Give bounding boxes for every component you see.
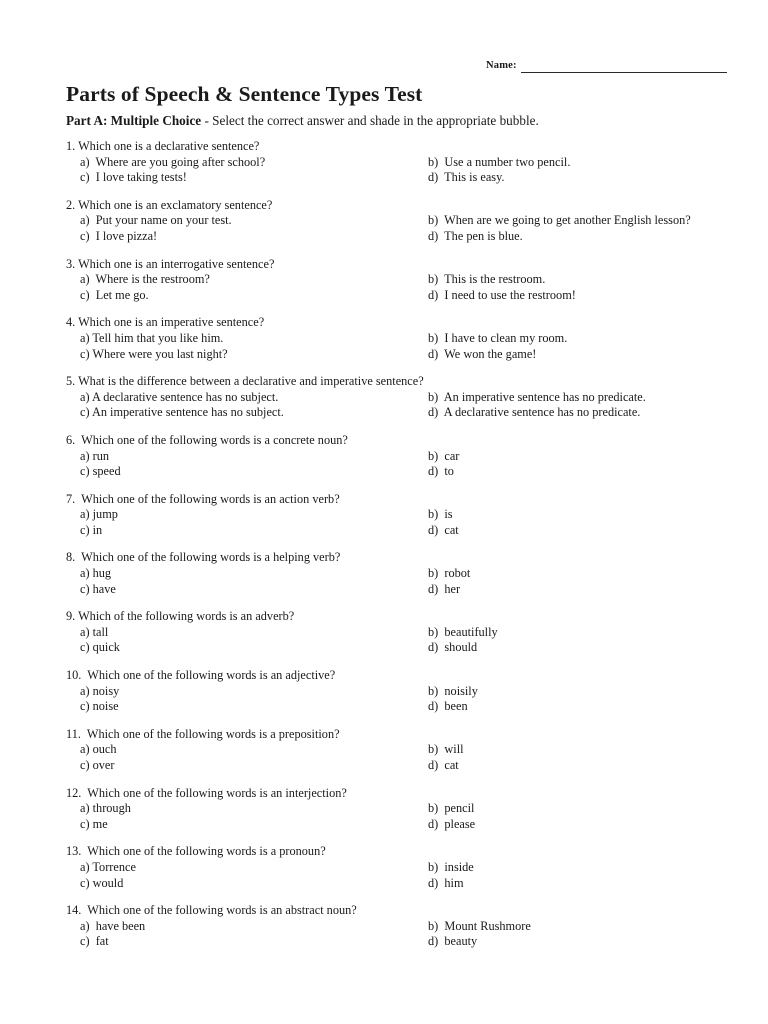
option-c[interactable]: c) I love taking tests! <box>80 170 187 185</box>
question-block <box>66 668 714 715</box>
option-row <box>66 464 714 480</box>
option-row <box>66 625 714 641</box>
question-block <box>66 903 714 950</box>
question-stem: 4. Which one is an imperative sentence? <box>66 315 265 330</box>
option-row <box>66 582 714 598</box>
option-d[interactable]: d) We won the game! <box>428 346 537 361</box>
option-row <box>66 155 714 171</box>
option-d[interactable]: d) been <box>428 699 468 714</box>
option-row <box>66 507 714 523</box>
option-c[interactable]: c) An imperative sentence has no subject. <box>80 405 284 420</box>
question-block <box>66 315 714 362</box>
option-c[interactable]: c) fat <box>80 934 109 949</box>
question-block <box>66 198 714 245</box>
option-a[interactable]: a) Tell him that you like him. <box>80 330 224 345</box>
option-a[interactable]: a) jump <box>80 507 118 522</box>
option-c[interactable]: c) Where were you last night? <box>80 346 228 361</box>
option-a[interactable]: a) have been <box>80 918 146 933</box>
question-stem: 11. Which one of the following words is a preposition? <box>66 726 340 741</box>
option-b[interactable]: b) I have to clean my room. <box>428 330 568 345</box>
option-d[interactable]: d) This is easy. <box>428 170 505 185</box>
part-a-instruction-text: - Select the correct answer and shade in the appropriate bubble. <box>201 113 539 128</box>
question-block <box>66 257 714 304</box>
option-a[interactable]: a) Where is the restroom? <box>80 272 210 287</box>
option-row <box>66 405 714 421</box>
question-stem: 3. Which one is an interrogative sentence? <box>66 256 275 271</box>
option-c[interactable]: c) me <box>80 816 108 831</box>
option-c[interactable]: c) over <box>80 758 115 772</box>
option-b[interactable]: b) Mount Rushmore <box>428 918 531 933</box>
question-block <box>66 786 714 833</box>
question-stem: 10. Which one of the following words is an adjective? <box>66 668 336 683</box>
option-row <box>66 684 714 700</box>
option-a[interactable]: a) run <box>80 448 110 463</box>
option-b[interactable]: b) robot <box>428 566 471 581</box>
option-a[interactable]: a) Where are you going after school? <box>80 154 266 169</box>
option-row <box>66 213 714 229</box>
option-b[interactable]: b) beautifully <box>428 624 498 639</box>
name-field-row <box>486 61 727 73</box>
question-stem: 5. What is the difference between a declarative and imperative sentence? <box>66 374 424 389</box>
name-label: Name: <box>486 60 517 71</box>
option-row <box>66 523 714 539</box>
option-row <box>66 566 714 582</box>
option-d[interactable]: d) to <box>428 464 454 479</box>
option-a[interactable]: a) Torrence <box>80 859 136 874</box>
option-b[interactable]: b) inside <box>428 859 474 874</box>
question-stem: 7. Which one of the following words is an action verb? <box>66 491 340 506</box>
option-d[interactable]: d) beauty <box>428 934 478 949</box>
page-title: Parts of Speech & Sentence Types Test <box>66 82 423 106</box>
question-stem: 1. Which one is a declarative sentence? <box>66 139 260 153</box>
option-row <box>66 449 714 465</box>
option-c[interactable]: c) Let me go. <box>80 287 149 302</box>
option-row <box>66 331 714 347</box>
option-c[interactable]: c) speed <box>80 464 121 479</box>
option-b[interactable]: b) is <box>428 507 453 522</box>
option-row <box>66 699 714 715</box>
option-row <box>66 934 714 950</box>
option-row <box>66 229 714 245</box>
question-block <box>66 374 714 421</box>
option-row <box>66 347 714 363</box>
option-c[interactable]: c) quick <box>80 640 120 655</box>
option-row <box>66 640 714 656</box>
option-row <box>66 170 714 186</box>
option-a[interactable]: a) tall <box>80 624 109 639</box>
option-c[interactable]: c) in <box>80 522 103 537</box>
option-b[interactable]: b) car <box>428 448 460 463</box>
question-block <box>66 433 714 480</box>
question-block <box>66 139 714 186</box>
question-stem: 2. Which one is an exclamatory sentence? <box>66 197 273 212</box>
option-row <box>66 742 714 758</box>
option-d[interactable]: d) The pen is blue. <box>428 228 523 243</box>
option-row <box>66 288 714 304</box>
question-stem: 8. Which one of the following words is a helping verb? <box>66 550 341 565</box>
option-row <box>66 801 714 817</box>
question-stem: 13. Which one of the following words is a pronoun? <box>66 844 326 859</box>
option-c[interactable]: c) have <box>80 581 116 596</box>
option-c[interactable]: c) noise <box>80 699 119 714</box>
option-row <box>66 758 714 774</box>
question-block <box>66 844 714 891</box>
question-block <box>66 492 714 539</box>
question-block <box>66 550 714 597</box>
option-b[interactable]: b) This is the restroom. <box>428 272 546 287</box>
option-b[interactable]: b) will <box>428 742 464 757</box>
option-row <box>66 919 714 935</box>
question-stem: 6. Which one of the following words is a concrete noun? <box>66 432 348 447</box>
option-d[interactable]: d) please <box>428 816 476 831</box>
option-row <box>66 272 714 288</box>
option-a[interactable]: a) through <box>80 801 131 816</box>
option-row <box>66 817 714 833</box>
question-list <box>66 139 714 950</box>
option-row <box>66 860 714 876</box>
option-row <box>66 390 714 406</box>
option-d[interactable]: d) cat <box>428 758 459 772</box>
option-a[interactable]: a) noisy <box>80 683 120 698</box>
name-write-in-line[interactable] <box>521 71 727 73</box>
option-d[interactable]: d) him <box>428 875 464 890</box>
option-b[interactable]: b) An imperative sentence has no predicate. <box>428 389 646 404</box>
option-d[interactable]: d) should <box>428 640 478 655</box>
option-a[interactable]: a) hug <box>80 566 112 581</box>
option-c[interactable]: c) I love pizza! <box>80 228 158 243</box>
option-d[interactable]: d) cat <box>428 522 459 537</box>
option-row <box>66 876 714 892</box>
option-a[interactable]: a) Put your name on your test. <box>80 213 232 228</box>
option-b[interactable]: b) pencil <box>428 801 475 816</box>
option-d[interactable]: d) her <box>428 581 461 596</box>
question-stem: 12. Which one of the following words is an interjection? <box>66 785 347 800</box>
option-b[interactable]: b) Use a number two pencil. <box>428 154 571 169</box>
option-d[interactable]: d) A declarative sentence has no predicate. <box>428 405 641 420</box>
option-b[interactable]: b) When are we going to get another English lesson? <box>428 213 691 228</box>
option-a[interactable]: a) A declarative sentence has no subject. <box>80 389 279 404</box>
question-block <box>66 727 714 774</box>
option-b[interactable]: b) noisily <box>428 683 478 698</box>
part-a-instructions <box>66 113 539 129</box>
option-d[interactable]: d) I need to use the restroom! <box>428 287 576 302</box>
question-block <box>66 609 714 656</box>
option-a[interactable]: a) ouch <box>80 742 117 757</box>
question-stem: 9. Which of the following words is an adverb? <box>66 609 295 624</box>
option-c[interactable]: c) would <box>80 875 124 890</box>
part-a-label: Part A: Multiple Choice <box>66 113 202 128</box>
question-stem: 14. Which one of the following words is an abstract noun? <box>66 903 357 918</box>
